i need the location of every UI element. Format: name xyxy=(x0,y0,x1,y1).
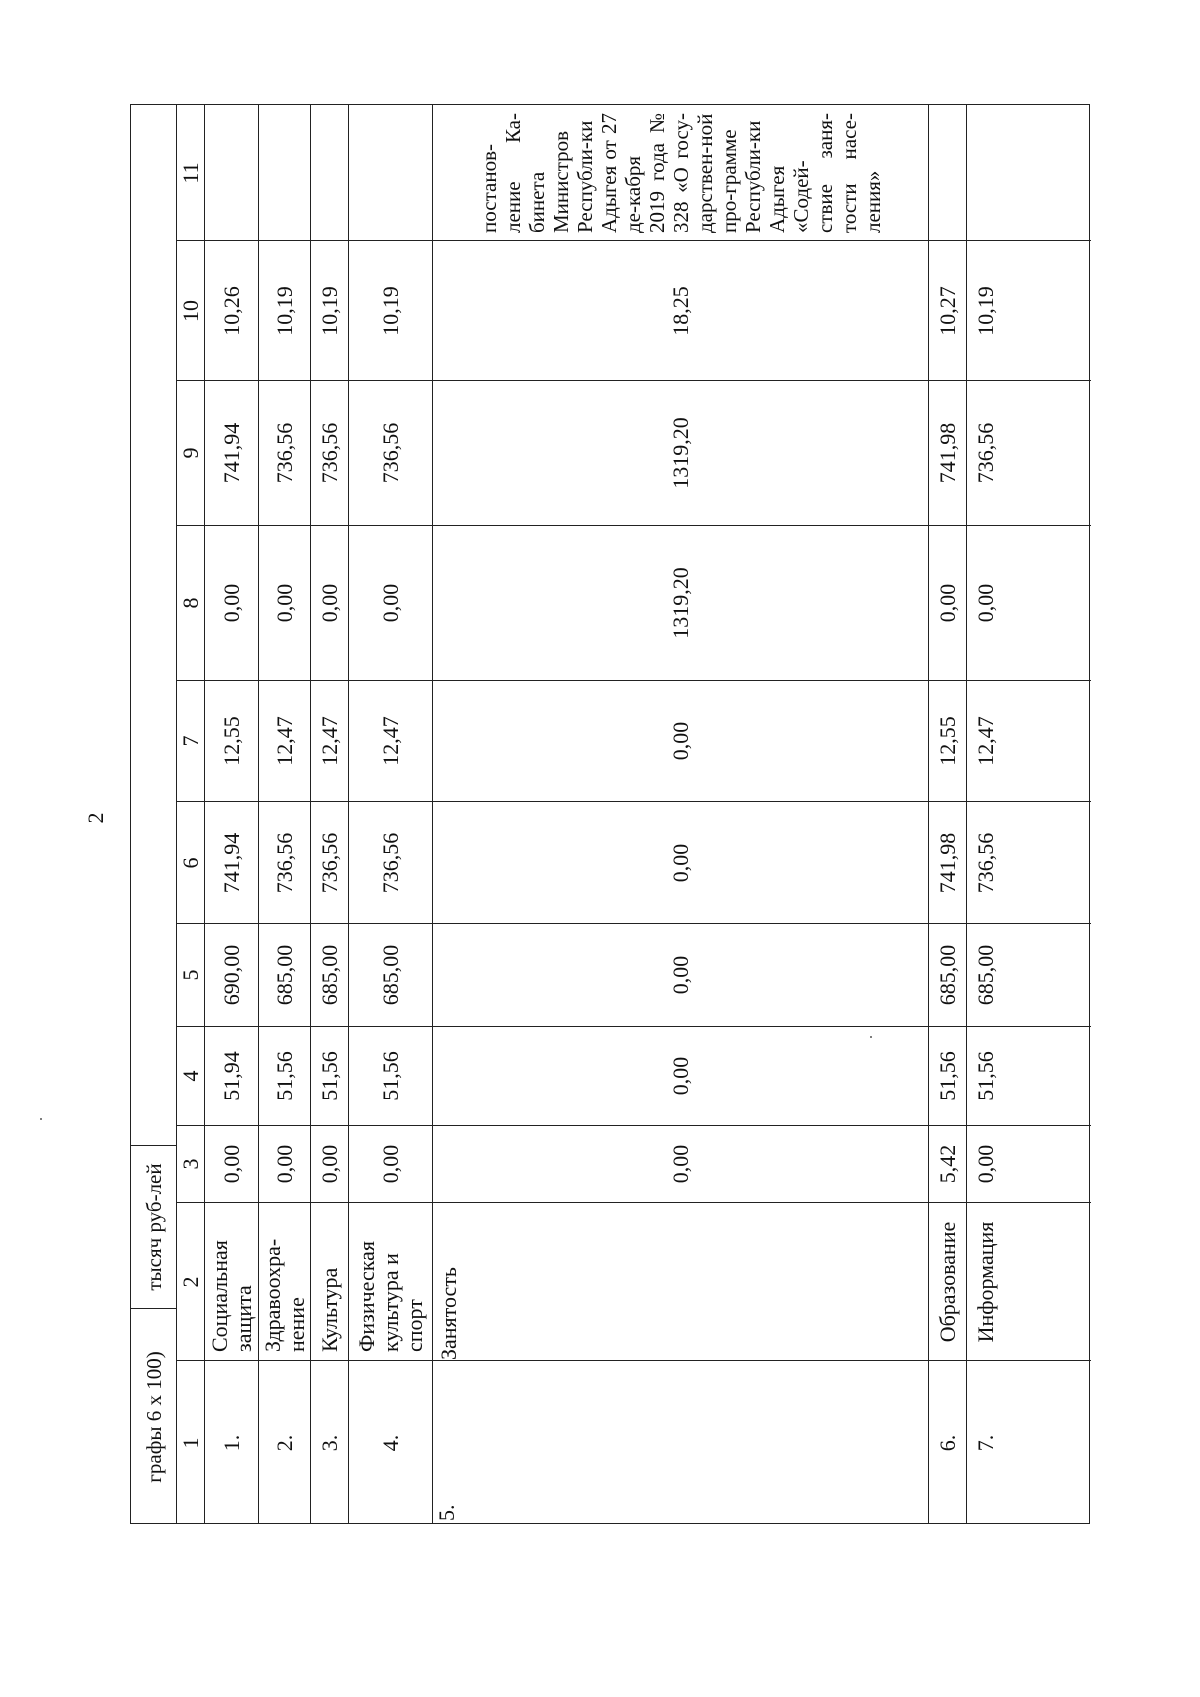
cell-col7: 12,47 xyxy=(259,680,310,801)
cell-num: 4. xyxy=(349,1360,432,1525)
cell-col8: 0,00 xyxy=(349,525,432,680)
cell-col9: 736,56 xyxy=(349,380,432,525)
cell-col8: 1319,20 xyxy=(433,525,928,680)
cell-num: 3. xyxy=(311,1360,348,1525)
scan-speck xyxy=(870,1036,872,1038)
header-cell-col8 xyxy=(131,1145,176,1308)
cell-col9: 741,98 xyxy=(929,380,966,525)
cell-col3: 0,00 xyxy=(349,1125,432,1202)
table-row xyxy=(311,105,349,1523)
cell-col11 xyxy=(929,105,966,240)
cell-name: Физическая культура и спорт xyxy=(349,1202,432,1360)
table-row xyxy=(205,105,259,1523)
cell-col6: 0,00 xyxy=(433,801,928,923)
column-number-row xyxy=(177,105,205,1523)
col-number-7: 7 xyxy=(177,735,203,747)
cell-col7: 12,47 xyxy=(967,680,1091,801)
cell-col10: 10,19 xyxy=(259,240,310,380)
page-number: 2 xyxy=(83,812,108,824)
table-row xyxy=(433,105,929,1523)
cell-col5: 685,00 xyxy=(259,923,310,1026)
cell-name: Культура xyxy=(311,1202,348,1360)
cell-col9: 741,94 xyxy=(205,380,258,525)
cell-name: Информация xyxy=(967,1202,1091,1360)
cell-col5: 685,00 xyxy=(349,923,432,1026)
col-number-3: 3 xyxy=(177,1158,203,1170)
cell-col7: 12,55 xyxy=(929,680,966,801)
cell-col3: 0,00 xyxy=(433,1125,928,1202)
table-row xyxy=(349,105,433,1523)
cell-col7: 0,00 xyxy=(433,680,928,801)
cell-name: Занятость xyxy=(433,1202,928,1360)
col-number-4: 4 xyxy=(177,1070,203,1082)
cell-col6: 736,56 xyxy=(311,801,348,923)
cell-num: 2. xyxy=(259,1360,310,1525)
cell-col3: 0,00 xyxy=(311,1125,348,1202)
cell-col4: 51,56 xyxy=(929,1026,966,1125)
col-number-2: 2 xyxy=(177,1276,203,1287)
table-header-row xyxy=(131,105,177,1523)
col-number-8: 8 xyxy=(177,597,203,609)
cell-col7: 12,55 xyxy=(205,680,258,801)
col-number-1: 1 xyxy=(177,1437,203,1449)
cell-col10: 10,26 xyxy=(205,240,258,380)
cell-col10: 10,19 xyxy=(349,240,432,380)
cell-col7: 12,47 xyxy=(311,680,348,801)
cell-col11: постанов-ление Ка-бинета Министров Республи-ки Адыгея от 27 де-кабря 2019 года № 328 «О госу-дарствен-ной про-грамме Республи-ки Адыгея «Содей-ствие заня-тости насе-ления» xyxy=(476,112,885,233)
cell-col5: 685,00 xyxy=(929,923,966,1026)
cell-col6: 736,56 xyxy=(349,801,432,923)
cell-num: 1. xyxy=(205,1360,258,1525)
cell-col11 xyxy=(259,105,310,240)
cell-col10: 18,25 xyxy=(433,240,928,380)
cell-col4: 51,94 xyxy=(205,1026,258,1125)
cell-col10: 10,27 xyxy=(929,240,966,380)
cell-col11 xyxy=(205,105,258,240)
cell-col6: 736,56 xyxy=(967,801,1091,923)
cell-col4: 51,56 xyxy=(967,1026,1091,1125)
cell-col8: 0,00 xyxy=(967,525,1091,680)
cell-col8: 0,00 xyxy=(205,525,258,680)
col-number-11: 11 xyxy=(177,161,203,184)
table-row xyxy=(929,105,967,1523)
header-cell-col7 xyxy=(131,1308,176,1525)
cell-col3: 0,00 xyxy=(967,1125,1091,1202)
cell-col3: 5,42 xyxy=(929,1125,966,1202)
cell-col6: 741,94 xyxy=(205,801,258,923)
cell-name: Здравоохра-нение xyxy=(259,1202,310,1360)
cell-col9: 736,56 xyxy=(967,380,1091,525)
cell-col5: 690,00 xyxy=(205,923,258,1026)
cell-col4: 51,56 xyxy=(259,1026,310,1125)
cell-col8: 0,00 xyxy=(311,525,348,680)
table-row xyxy=(259,105,311,1523)
col8-header-label: тысяч руб-лей xyxy=(141,1163,166,1291)
cell-col3: 0,00 xyxy=(259,1125,310,1202)
cell-col8: 0,00 xyxy=(259,525,310,680)
cell-col10: 10,19 xyxy=(311,240,348,380)
cell-col9: 1319,20 xyxy=(433,380,928,525)
cell-col4: 51,56 xyxy=(349,1026,432,1125)
cell-col5: 685,00 xyxy=(967,923,1091,1026)
cell-col5: 0,00 xyxy=(433,923,928,1026)
cell-col8: 0,00 xyxy=(929,525,966,680)
col-number-9: 9 xyxy=(177,447,203,459)
scan-speck xyxy=(40,1118,42,1120)
col-number-10: 10 xyxy=(177,299,203,322)
cell-col11 xyxy=(349,105,432,240)
cell-name: Образование xyxy=(929,1202,966,1360)
cell-col4: 51,56 xyxy=(311,1026,348,1125)
cell-num: 5. xyxy=(433,1360,928,1525)
cell-col7: 12,47 xyxy=(349,680,432,801)
col-number-5: 5 xyxy=(177,969,203,981)
header-cell-col10-11 xyxy=(131,105,176,1145)
col7-header-label: графы 6 х 100) xyxy=(141,1351,166,1483)
data-table xyxy=(130,104,1090,1524)
table-row xyxy=(967,105,1091,1523)
cell-name: Социальная защита xyxy=(205,1202,258,1360)
cell-col3: 0,00 xyxy=(205,1125,258,1202)
cell-col6: 736,56 xyxy=(259,801,310,923)
cell-col9: 736,56 xyxy=(259,380,310,525)
cell-col5: 685,00 xyxy=(311,923,348,1026)
col-number-6: 6 xyxy=(177,857,203,868)
cell-col10: 10,19 xyxy=(967,240,1091,380)
cell-col4: 0,00 xyxy=(433,1026,928,1125)
cell-col9: 736,56 xyxy=(311,380,348,525)
cell-col11 xyxy=(967,105,1091,240)
cell-col11 xyxy=(311,105,348,240)
cell-num: 7. xyxy=(967,1360,1091,1525)
cell-col6: 741,98 xyxy=(929,801,966,923)
cell-num: 6. xyxy=(929,1360,966,1525)
